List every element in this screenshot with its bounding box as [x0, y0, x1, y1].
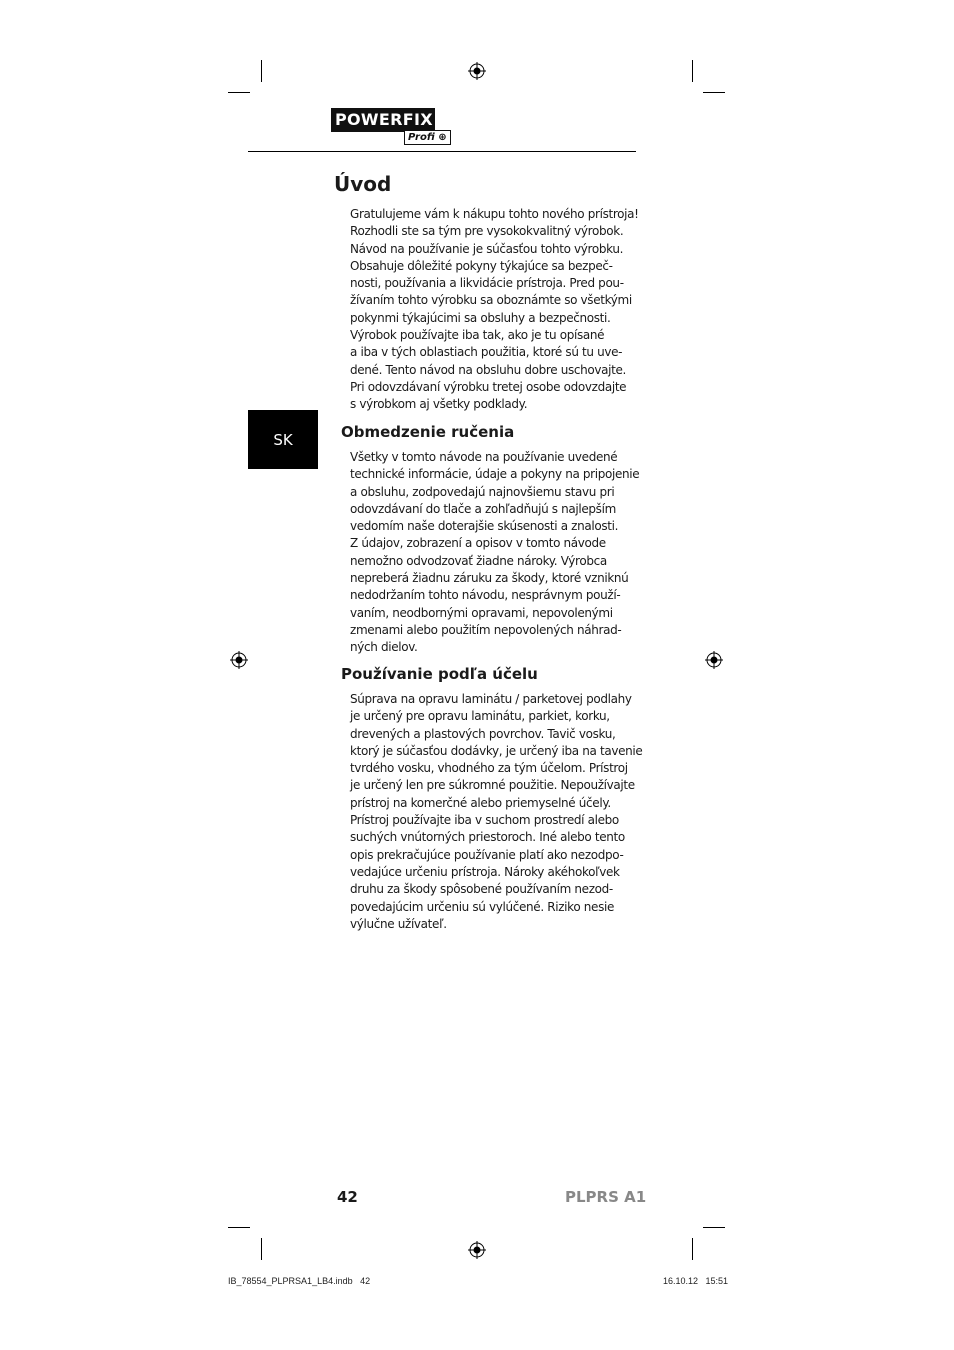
crop-mark [261, 1238, 262, 1260]
text-line: prístroj na komerčné alebo priemyselné účely. [350, 795, 611, 810]
text-line: vaním, neodbornými opravami, nepovolenými [350, 605, 613, 620]
logo-sub-brand [404, 130, 451, 145]
liability-title: Obmedzenie ručenia [341, 423, 515, 441]
text-line: Výrobok používajte iba tak, ako je tu opísané [350, 328, 605, 343]
text-line: Prístroj používajte iba v suchom prostredí alebo [350, 813, 619, 828]
text-line: a iba v tých oblastiach použitia, ktoré sú tu uve- [350, 345, 623, 360]
crop-mark [228, 92, 250, 93]
text-line: Pri odovzdávaní výrobku tretej osobe odovzdajte [350, 379, 627, 394]
text-line: žívaním tohto výrobku sa oboznámte so všetkými [350, 293, 632, 308]
crop-mark [228, 1227, 250, 1228]
text-line: je určený len pre súkromné použitie. Nepoužívajte [350, 778, 635, 793]
intended-use-paragraph [350, 691, 643, 933]
text-line: zmenami alebo použitím nepovolených náhrad- [350, 622, 622, 637]
registration-mark-icon [705, 651, 723, 669]
logo-sub-brand-text: Profi [408, 132, 435, 143]
text-line: vedomím naše doterajšie skúsenosti a znalosti. [350, 519, 619, 534]
text-line: nepreberá žiadnu záruku za škody, ktoré vzniknú [350, 571, 629, 586]
text-line: s výrobkom aj všetky podklady. [350, 397, 528, 412]
crop-mark [703, 1227, 725, 1228]
crop-mark [692, 60, 693, 82]
text-line: Obsahuje dôležité pokyny týkajúce sa bezpeč- [350, 258, 613, 273]
text-line: pokynmi týkajúcimi sa obsluhy a bezpečnosti. [350, 310, 611, 325]
language-tab [248, 410, 318, 469]
model-name: PLPRS A1 [565, 1188, 647, 1206]
text-line: povedajúcim určeniu sú vylúčené. Riziko nesie [350, 899, 615, 914]
intro-title: Úvod [334, 172, 392, 196]
text-line: technické informácie, údaje a pokyny na pripojenie [350, 467, 640, 482]
intro-paragraph [350, 206, 640, 414]
text-line: nedodržaním tohto návodu, nesprávnym použí- [350, 588, 621, 603]
registration-mark-icon [468, 62, 486, 80]
text-line: Rozhodli ste sa tým pre vysokokvalitný výrobok. [350, 224, 624, 239]
liability-paragraph [350, 449, 640, 657]
text-line: Súprava na opravu laminátu / parketovej podlahy [350, 692, 632, 706]
text-line: Gratulujeme vám k nákupu tohto nového prístroja! [350, 207, 639, 221]
text-line: je určený pre opravu laminátu, parkiet, korku, [350, 709, 610, 724]
text-line: nosti, používania a likvidácie prístroja. Pred pou- [350, 276, 624, 291]
language-tab-label: SK [273, 430, 293, 449]
intended-use-title: Používanie podľa účelu [341, 665, 538, 683]
page-number: 42 [337, 1188, 358, 1206]
header-rule [248, 151, 636, 152]
text-line: suchých vnútorných priestoroch. Iné alebo tento [350, 830, 625, 845]
logo-brand-text: POWERFIX [335, 110, 433, 129]
imprint-timestamp: 16.10.12 15:51 [663, 1276, 729, 1286]
text-line: odovzdávaní do tlače a zohľadňujú s najlepším [350, 501, 616, 516]
text-line: druhu za škody spôsobené používaním nezod- [350, 882, 613, 897]
imprint-file: IB_78554_PLPRSA1_LB4.indb 42 [228, 1276, 371, 1286]
text-line: a obsluhu, zodpovedajú najnovšiemu stavu pri [350, 484, 615, 499]
registration-mark-icon [230, 651, 248, 669]
text-line: vedajúce určeniu prístroja. Nároky akéhokoľvek [350, 864, 620, 879]
text-line: drevených a plastových povrchov. Tavič vosku, [350, 726, 616, 741]
text-line: dené. Tento návod na obsluhu dobre uschovajte. [350, 362, 626, 377]
crop-mark [692, 1238, 693, 1260]
brand-logo [331, 108, 456, 144]
crop-mark [261, 60, 262, 82]
text-line: výlučne užívateľ. [350, 916, 447, 931]
text-line: nemožno odvodzovať žiadne nároky. Výrobca [350, 553, 607, 568]
plus-circle-icon: ⊕ [438, 132, 447, 143]
text-line: ktorý je súčasťou dodávky, je určený iba na tavenie [350, 743, 643, 758]
text-line: Z údajov, zobrazení a opisov v tomto návode [350, 536, 606, 551]
registration-mark-icon [468, 1241, 486, 1259]
crop-mark [703, 92, 725, 93]
text-line: Návod na používanie je súčasťou tohto výrobku. [350, 241, 624, 256]
text-line: opis prekračujúce používanie platí ako nezodpo- [350, 847, 624, 862]
text-line: Všetky v tomto návode na používanie uvedené [350, 450, 618, 464]
text-line: ných dielov. [350, 640, 418, 655]
text-line: tvrdého vosku, vhodného za tým účelom. Prístroj [350, 761, 628, 776]
